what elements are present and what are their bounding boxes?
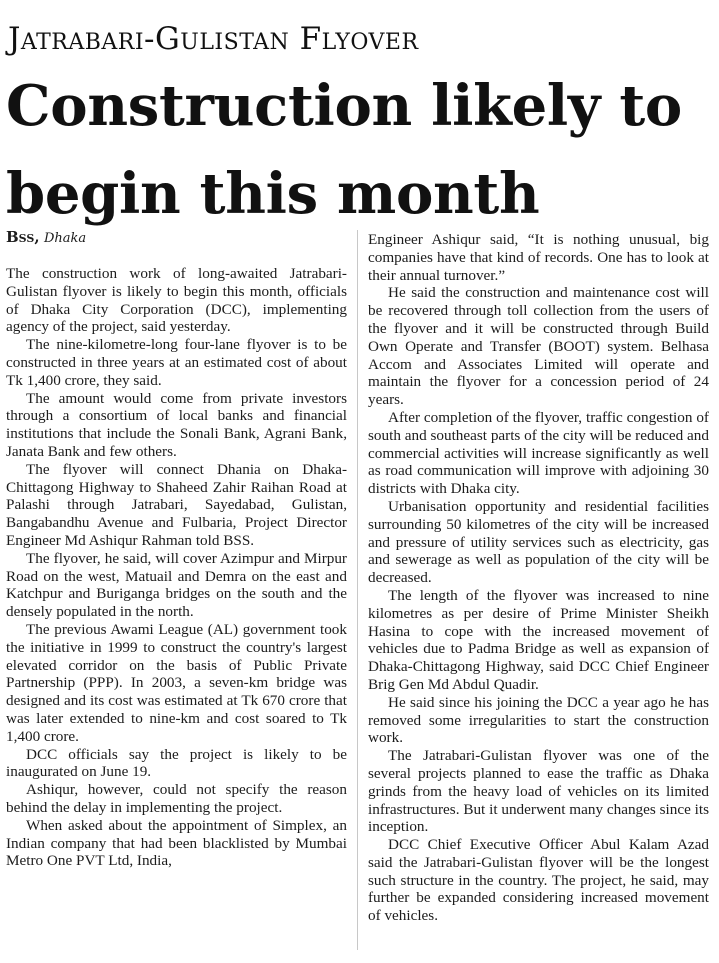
paragraph: The flyover, he said, will cover Azimpur and Mirpur Road on the west, Matuail and Demra on the east and Katchpur and Buriganga bridges on the south and the densely populated in the north. [6,549,347,621]
paragraph: He said since his joining the DCC a year ago he has removed some irregularities to start the construction work. [368,693,709,747]
article-kicker: Jatrabari-Gulistan Flyover [8,21,419,57]
paragraph: Ashiqur, however, could not specify the reason behind the delay in implementing the project. [6,781,347,816]
paragraph: The nine-kilometre-long four-lane flyover is to be constructed in three years at an estimated cost of about Tk 1,400 crore, they said. [6,336,347,389]
paragraph: He said the construction and maintenance cost will be recovered through toll collection from the users of the flyover and it will be constructed through Build Own Operate and Transfer (BOOT) system. Belhasa Accom and Associates Limited will operate and maintain the flyover for a concession period of 24 years. [368,284,709,409]
byline-place: Dhaka [44,231,87,246]
byline-agency: Bss, [6,228,40,246]
article-headline [6,62,716,238]
paragraph: The previous Awami League (AL) government took the initiative in 1999 to construct the country's largest elevated corridor on the basis of Public Private Partnership (PPP). In 2003, a seven-km bridge was designed and its cost was estimated at Tk 670 crore that was later extended to nine-km and cost soared to Tk 1,400 crore. [6,620,347,745]
article-column-right [368,231,709,959]
headline-line-1: Construction likely to [6,73,682,139]
paragraph: The flyover will connect Dhania on Dhaka-Chittagong Highway to Shaheed Zahir Raihan Road at Palashi through Jatrabari, Sayedabad, Gulistan, Bangabandhu Avenue and Fulbaria, Project Director Engineer Md Ashiqur Rahman told BSS. [6,460,347,549]
paragraph: When asked about the appointment of Simplex, an Indian company that had been blacklisted by Mumbai Metro One PVT Ltd, India, [6,816,347,870]
paragraph: The Jatrabari-Gulistan flyover was one of the several projects planned to ease the traffic as Dhaka grinds from the heavy load of vehicles on its limited infrastructures. But it underwent many changes since its inception. [368,747,709,836]
paragraph: DCC officials say the project is likely to be inaugurated on June 19. [6,745,347,781]
column-divider [357,230,358,950]
paragraph: The amount would come from private investors through a consortium of local banks and financial institutions that include the Sonali Bank, Agrani Bank, Janata Bank and few others. [6,389,347,460]
paragraph-continuation: Engineer Ashiqur said, “It is nothing unusual, big companies have that kind of records. One has to look at their annual turnover.” [368,231,709,284]
paragraph: The construction work of long-awaited Jatrabari-Gulistan flyover is likely to begin this month, officials of Dhaka City Corporation (DCC), implementing agency of the project, said yesterday. [6,265,347,336]
article-column-left [6,228,347,956]
paragraph: DCC Chief Executive Officer Abul Kalam Azad said the Jatrabari-Gulistan flyover will be the longest such structure in the country. The project, he said, may further be expanded considering increased movement of vehicles. [368,836,709,925]
byline [6,228,347,248]
paragraph: Urbanisation opportunity and residential facilities surrounding 50 kilometres of the city will be increased and pressure of utility services such as electricity, gas and sewerage as well as population of the city will be decreased. [368,497,709,587]
headline-line-2: begin this month [6,161,540,227]
paragraph: After completion of the flyover, traffic congestion of south and southeast parts of the city will be reduced and commercial activities will increase significantly as well as road communication will improve with adjoining 30 districts with Dhaka city. [368,408,709,498]
paragraph: The length of the flyover was increased to nine kilometres as per desire of Prime Minister Sheikh Hasina to cope with the increased movement of vehicles due to Padma Bridge as well as expansion of Dhaka-Chittagong Highway, said DCC Chief Engineer Brig Gen Md Abdul Quadir. [368,586,709,693]
